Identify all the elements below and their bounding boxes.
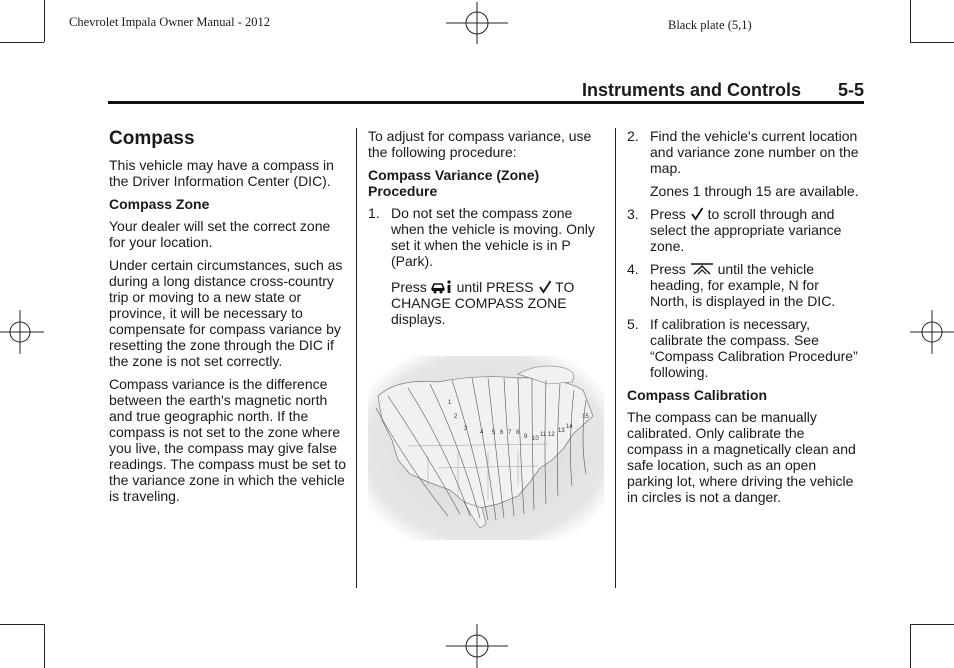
- until-text: until PRESS: [456, 279, 534, 295]
- step-number: 2.: [627, 128, 639, 144]
- list-item: [627, 206, 859, 254]
- set-reset-icon: [690, 262, 714, 276]
- zone-paragraph: Compass variance is the difference between the earth's magnetic north and true geographic north. If the compass is not set to the zone where you live, the compass may give false readings. The compass must be set to the variance zone in which the vehicle is traveling.: [109, 376, 347, 504]
- step-number: 5.: [627, 316, 639, 332]
- procedure-heading: Compass Variance (Zone) Procedure: [368, 167, 540, 199]
- zone-label: 8: [516, 430, 520, 436]
- plate-label: Black plate (5,1): [668, 18, 752, 32]
- checkmark-icon: [538, 280, 552, 294]
- manual-title: Chevrolet Impala Owner Manual - 2012: [69, 15, 270, 29]
- column-1: [109, 128, 349, 511]
- step-number: 3.: [627, 206, 639, 222]
- zone-label: 15: [582, 414, 589, 420]
- list-item: [368, 205, 606, 269]
- rest-text: TO CHANGE COMPASS ZONE displays.: [391, 279, 575, 327]
- step-text: Find the vehicle's current location and variance zone number on the map.: [650, 128, 859, 176]
- section-title: Instruments and Controls: [582, 80, 802, 100]
- page-title: Compass: [109, 128, 195, 149]
- column-divider: [356, 128, 357, 588]
- zone-label: 13: [558, 428, 565, 434]
- zone-paragraph: Under certain circumstances, such as during a long distance cross-country trip or moving to a new state or province, it will be necessary to compensate for compass variance by resetting the zone through the DIC if the zone is not set correctly.: [109, 257, 343, 369]
- zone-label: 12: [548, 432, 555, 438]
- intro-paragraph: This vehicle may have a compass in the Driver Information Center (DIC).: [109, 157, 334, 189]
- zone-label: 7: [508, 430, 512, 436]
- zone-label: 9: [524, 434, 528, 440]
- column-divider: [615, 128, 616, 588]
- step-text: until the vehicle heading, for example, N for North, is displayed in the DIC.: [650, 261, 836, 309]
- zone-label: 10: [532, 436, 539, 442]
- zone-label: 11: [540, 432, 547, 438]
- zone-label: 1: [448, 400, 452, 406]
- column-2: [368, 128, 606, 327]
- step-text: to scroll through and select the appropriate variance zone.: [650, 206, 842, 254]
- zone-label: 3: [464, 426, 468, 432]
- compass-zone-map: [368, 356, 604, 540]
- list-item: [627, 316, 859, 380]
- zone-paragraph: Your dealer will set the correct zone for your location.: [109, 218, 331, 250]
- column-3: [627, 128, 859, 512]
- registration-mark-left: [0, 310, 44, 354]
- step-text: If calibration is necessary, calibrate the compass. See “Compass Calibration Procedure” following.: [650, 316, 858, 380]
- press-text: Press: [391, 279, 427, 295]
- press-text: Press: [650, 206, 686, 222]
- list-item: [627, 261, 859, 309]
- page-number: 5-5: [838, 80, 865, 100]
- step-note: Zones 1 through 15 are available.: [650, 183, 859, 199]
- press-text: Press: [650, 261, 686, 277]
- calibration-paragraph: The compass can be manually calibrated. Only calibrate the compass in a magnetically clean and safe location, such as an open parking lot, where driving the vehicle in circles is not a danger.: [627, 409, 856, 505]
- header-rule: [108, 101, 864, 104]
- list-item: [627, 128, 859, 176]
- compass-zone-heading: Compass Zone: [109, 196, 210, 212]
- zone-label: 4: [480, 430, 484, 436]
- step-continuation: [368, 279, 606, 327]
- procedure-intro: To adjust for compass variance, use the following procedure:: [368, 128, 592, 160]
- registration-mark-top: [446, 2, 508, 44]
- vehicle-info-icon: [431, 280, 453, 294]
- step-number: 4.: [627, 261, 639, 277]
- zone-label: 6: [500, 430, 504, 436]
- registration-mark-right: [910, 310, 954, 354]
- registration-mark-bottom: [446, 624, 508, 668]
- step-number: 1.: [368, 205, 380, 221]
- zone-label: 5: [492, 430, 496, 436]
- calibration-heading: Compass Calibration: [627, 387, 768, 403]
- step-text: Do not set the compass zone when the vehicle is moving. Only set it when the vehicle is in P (Park).: [391, 205, 595, 269]
- checkmark-icon: [690, 207, 704, 221]
- zone-label: 14: [566, 424, 573, 430]
- zone-label: 2: [454, 414, 458, 420]
